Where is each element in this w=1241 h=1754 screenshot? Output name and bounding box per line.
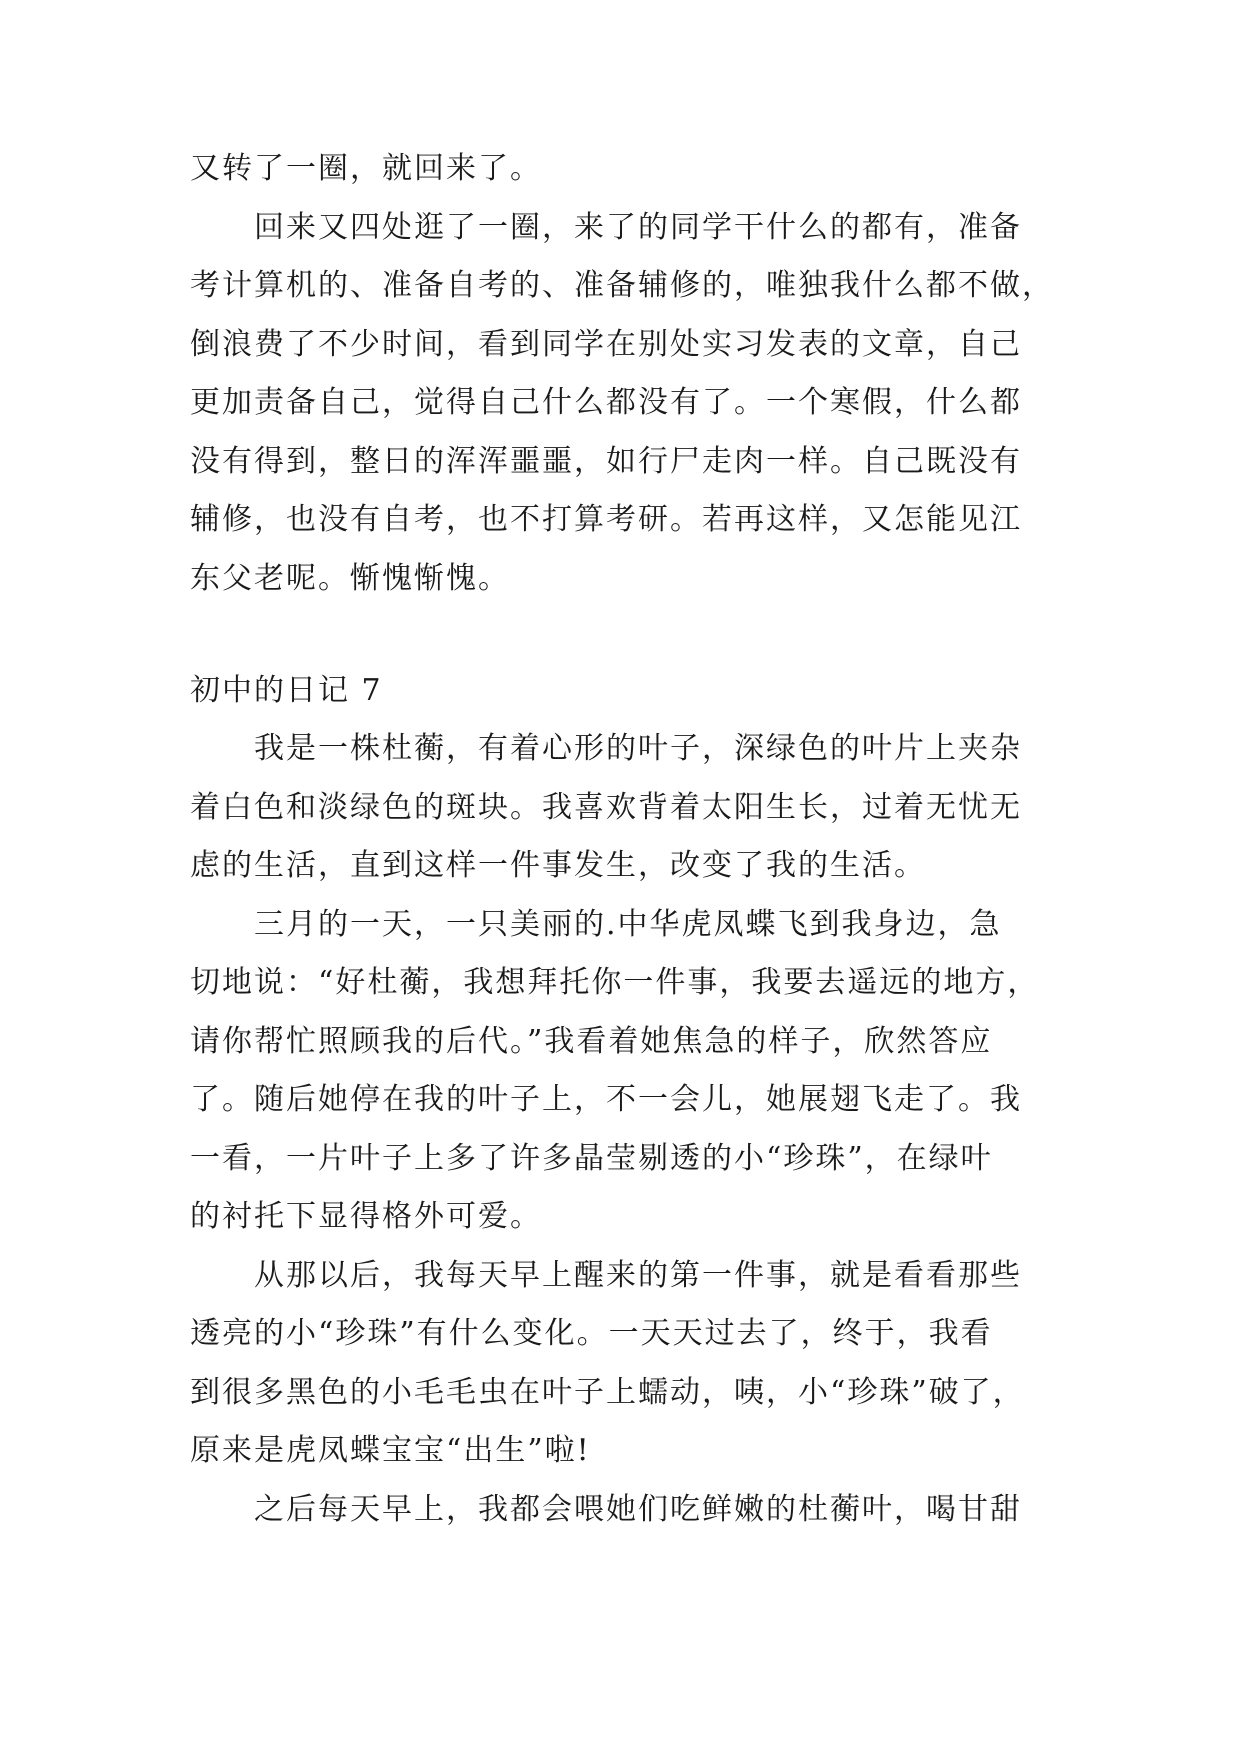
previous-diary-text [190, 140, 1060, 608]
continuation-line: 又转了一圈，就回来了。 [190, 151, 542, 186]
paragraph: 回来又四处逛了一圈，来了的同学干什么的都有，准备 考计算机的、准备自考的、准备辅修的，唯独我什么都不做， 倒浪费了不少时间，看到同学在别处实习发表的文章，自己 更加责备自己，觉得自己什么都没有了。一个寒假，什么都 没有得到，整日的浑浑噩噩，如行尸走肉一样。自己既没有 辅修，也没有自考，也不打算考研。若再这样，又怎能见江 东父老呢。惭愧惭愧。 [190, 209, 1054, 596]
diary-title: 初中的日记 7 [190, 673, 383, 708]
paragraph: 我是一株杜蘅，有着心形的叶子，深绿色的叶片上夹杂 着白色和淡绿色的斑块。我喜欢背着太阳生长，过着无忧无 虑的生活，直到这样一件事发生，改变了我的生活。 [190, 731, 1022, 883]
paragraph: 之后每天早上，我都会喂她们吃鲜嫩的杜蘅叶，喝甘甜 [190, 1491, 1022, 1527]
paragraph: 三月的一天，一只美丽的.中华虎凤蝶飞到我身边，急 切地说：“好杜蘅，我想拜托你一件事，我要去遥远的地方， 请你帮忙照顾我的后代。”我看着她焦急的样子，欣然答应 了。随后她停在我的叶子上，不一会儿，她展翅飞走了。我 一看，一片叶子上多了许多晶莹剔透的小“珍珠”，在绿叶 的衬托下显得格外可爱。 [190, 906, 1040, 1234]
diary-body [190, 720, 1060, 1539]
paragraph: 从那以后，我每天早上醒来的第一件事，就是看看那些 透亮的小“珍珠”有什么变化。一天天过去了，终于，我看 到很多黑色的小毛毛虫在叶子上蠕动，咦，小“珍珠”破了， 原来是虎凤蝶宝宝“出生”啦! [190, 1257, 1025, 1468]
